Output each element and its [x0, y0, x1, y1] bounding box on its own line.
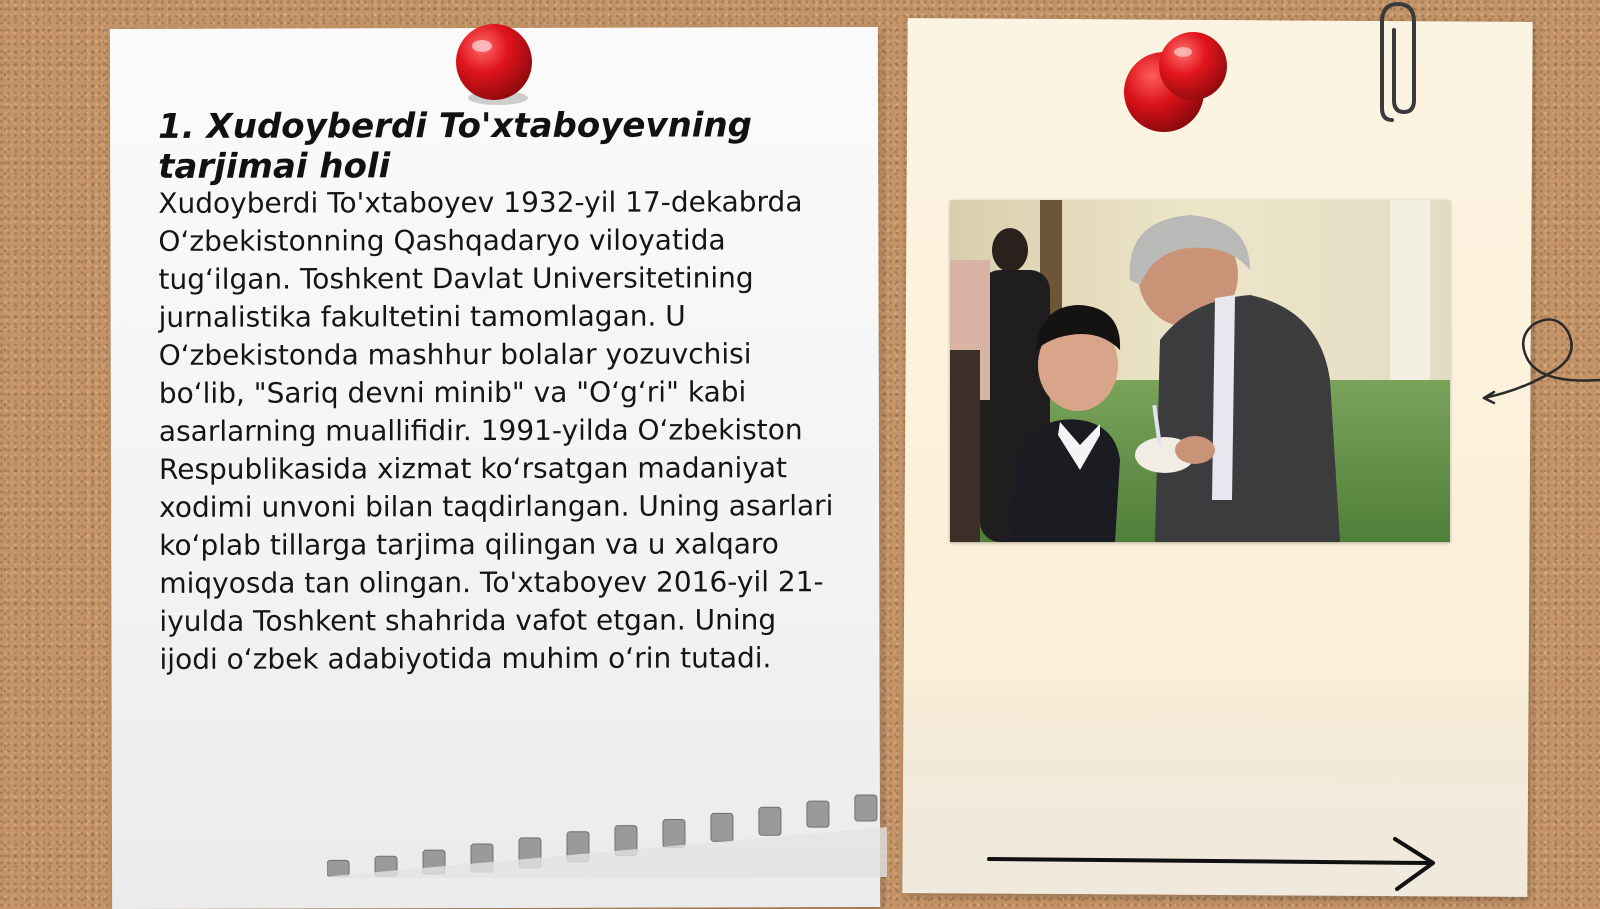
red-pin-icon-front: [1155, 30, 1235, 110]
slide-title: 1. Xudoyberdi To'xtaboyevning tarjimai holi: [158, 105, 753, 187]
squiggle-decoration-icon: [1482, 310, 1600, 410]
text-paper-card: [110, 27, 880, 909]
biography-text: Xudoyberdi To'xtaboyev 1932-yil 17-dekabrda O‘zbekistonning Qashqadaryo viloyatida tug‘ilgan. Toshkent Davlat Universitetining jurnalistika fakultetini tamomlagan. U O‘zbekistonda mashhur bolalar yozuvchisi bo‘lib, "Sariq devni minib" va "O‘g‘ri" kabi asarlarning muallifidir. 1991-yilda O‘zbekiston Respublikasida xizmat ko‘rsatgan madaniyat xodimi unvoni bilan taqdirlangan. Uning asarlari ko‘plab tillarga tarjima qilingan va u xalqaro miqyosda tan olingan. To'xtaboyev 2016-yil 21-iyulda Toshkent shahrida vafot etgan. Uning ijodi o‘zbek adabiyotida muhim o‘rin tutadi.: [158, 185, 834, 676]
spiral-binding-tabs: [327, 787, 887, 878]
author-photo: [950, 200, 1450, 542]
red-pin-icon: [452, 22, 538, 108]
arrow-right-icon: [985, 835, 1445, 895]
paper-clip-icon: [1378, 0, 1418, 125]
author-photo-image: [950, 200, 1450, 542]
